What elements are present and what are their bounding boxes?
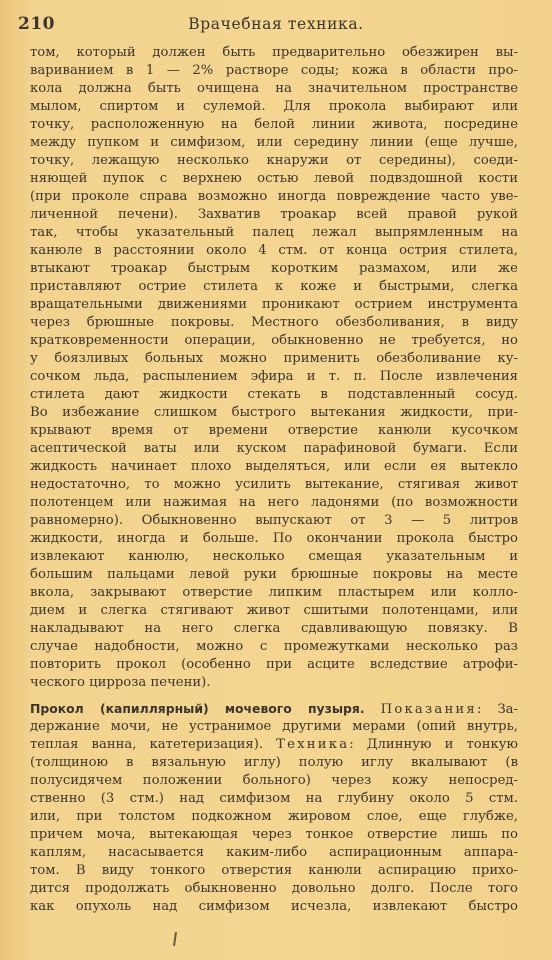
- technique-label: Техника: [276, 737, 350, 752]
- text-line: полусидячем положении больного) через кожу непосред-: [30, 773, 518, 788]
- text-line: между пупком и симфизом, или середину линии (еще лучше,: [30, 135, 518, 150]
- text-line: дием и слегка стягивают живот сшитыми полотенцами, или: [30, 603, 518, 618]
- text-line: или, при толстом подкожном жировом слое, еще глубже,: [30, 809, 518, 824]
- text-line: мылом, спиртом и сулемой. Для прокола выбирают или: [30, 99, 518, 114]
- paragraph-paracentesis: [30, 44, 518, 692]
- text-line: (при проколе справа возможно иногда повреждение часто уве-: [30, 189, 518, 204]
- text-line: втыкают троакар быстрым коротким размахом, или же: [30, 261, 518, 276]
- text-line: кратковременности операции, обыкновенно не требуется, но: [30, 333, 518, 348]
- section-bladder-puncture: [30, 700, 518, 916]
- text-fragment: теплая ванна, катетеризация).: [30, 737, 264, 752]
- text-line: канюле в расстоянии около 4 стм. от конца острия стилета,: [30, 243, 518, 258]
- text-line: вкола, закрывают отверстие липким пластырем или колло-: [30, 585, 518, 600]
- text-line: приставляют острие стилета к коже и быстрыми, слегка: [30, 279, 518, 294]
- page-number: 210: [18, 14, 55, 34]
- text-fragment: : Длинную и тонкую: [349, 737, 518, 752]
- text-line: держание мочи, не устранимое другими мерами (опий внутрь,: [30, 719, 518, 734]
- text-line: равномерно). Обыкновенно выпускают от 3 — 5 литров: [30, 513, 518, 528]
- text-line: дится продолжать обыкновенно довольно долго. После того: [30, 881, 518, 896]
- text-line: недостаточно, то можно усилить вытекание, стягивая живот: [30, 477, 518, 492]
- text-line: кола должна быть очищена на значительном пространстве: [30, 81, 518, 96]
- text-line: асептической ваты или куском парафиновой бумаги. Если: [30, 441, 518, 456]
- text-line: том. В виду тонкого отверстия канюли аспирацию прихо-: [30, 863, 518, 878]
- text-line: няющей пупок с верхнею остью левой подвздошной кости: [30, 171, 518, 186]
- indications-label: Показания: [380, 702, 477, 717]
- text-line: вариванием в 1 — 2% растворе соды; кожа в области про-: [30, 63, 518, 78]
- running-head: Врачебная техника.: [188, 15, 364, 33]
- text-line: том, который должен быть предварительно обезжирен вы-: [30, 45, 518, 60]
- text-line: точку, расположенную на белой линии живота, посредине: [30, 117, 518, 132]
- text-fragment: : За-: [476, 702, 519, 717]
- text-line: как опухоль над симфизом исчезла, извлекают быстро: [30, 899, 518, 914]
- text-line: ственно (3 стм.) над симфизом на глубину около 5 стм.: [30, 791, 518, 806]
- text-line: накладывают на него слегка сдавливающую повязку. В: [30, 621, 518, 636]
- text-line: ческого цирроза печени).: [30, 675, 211, 690]
- text-line: у боязливых больных можно применить обезболивание ку-: [30, 351, 518, 366]
- text-line: жидкости, иногда и больше. По окончании прокола быстро: [30, 531, 518, 546]
- text-line: полотенцем или нажимая на него ладонями (по возможности: [30, 495, 518, 510]
- text-line: так, чтобы указательный палец лежал выпрямленным на: [30, 225, 518, 240]
- text-line: крывают время от времени отверстие канюли кусочком: [30, 423, 518, 438]
- text-line: повторить прокол (особенно при асците вследствие атрофи-: [30, 657, 518, 672]
- text-line: через брюшные покровы. Местного обезболивания, в виду: [30, 315, 518, 330]
- section-title: Прокол (капиллярный) мочевого пузыря.: [30, 701, 365, 716]
- page-header: [0, 14, 552, 40]
- text-line: стилета дают жидкости стекать в подставленный сосуд.: [30, 387, 518, 402]
- text-line: (толщиною в вязальную иглу) полую иглу вкалывают (в: [30, 755, 518, 770]
- text-line: личенной печени). Захватив троакар всей правой рукой: [30, 207, 518, 222]
- text-line: сочком льда, распылением эфира и т. п. После извлечения: [30, 369, 518, 384]
- page-body: [30, 44, 518, 916]
- text-line: вращательными движениями проникают острием инструмента: [30, 297, 518, 312]
- text-line: жидкость начинает плохо выделяться, или если ея вытекло: [30, 459, 518, 474]
- ink-mark: [173, 932, 177, 946]
- text-line: Во избежание слишком быстрого вытекания жидкости, при-: [30, 405, 518, 420]
- text-line: точку, лежащую несколько кнаружи от середины), соеди-: [30, 153, 518, 168]
- text-line: случае надобности, можно с промежутками несколько раз: [30, 639, 518, 654]
- section-lines: [30, 754, 518, 916]
- text-line: причем моча, вытекающая через тонкое отверстие лишь по: [30, 827, 518, 842]
- text-line: каплям, насасывается каким-либо аспирационным аппара-: [30, 845, 518, 860]
- text-line: большим пальцами левой руки брюшные покровы на месте: [30, 567, 518, 582]
- text-line: извлекают канюлю, несколько смещая указательным и: [30, 549, 518, 564]
